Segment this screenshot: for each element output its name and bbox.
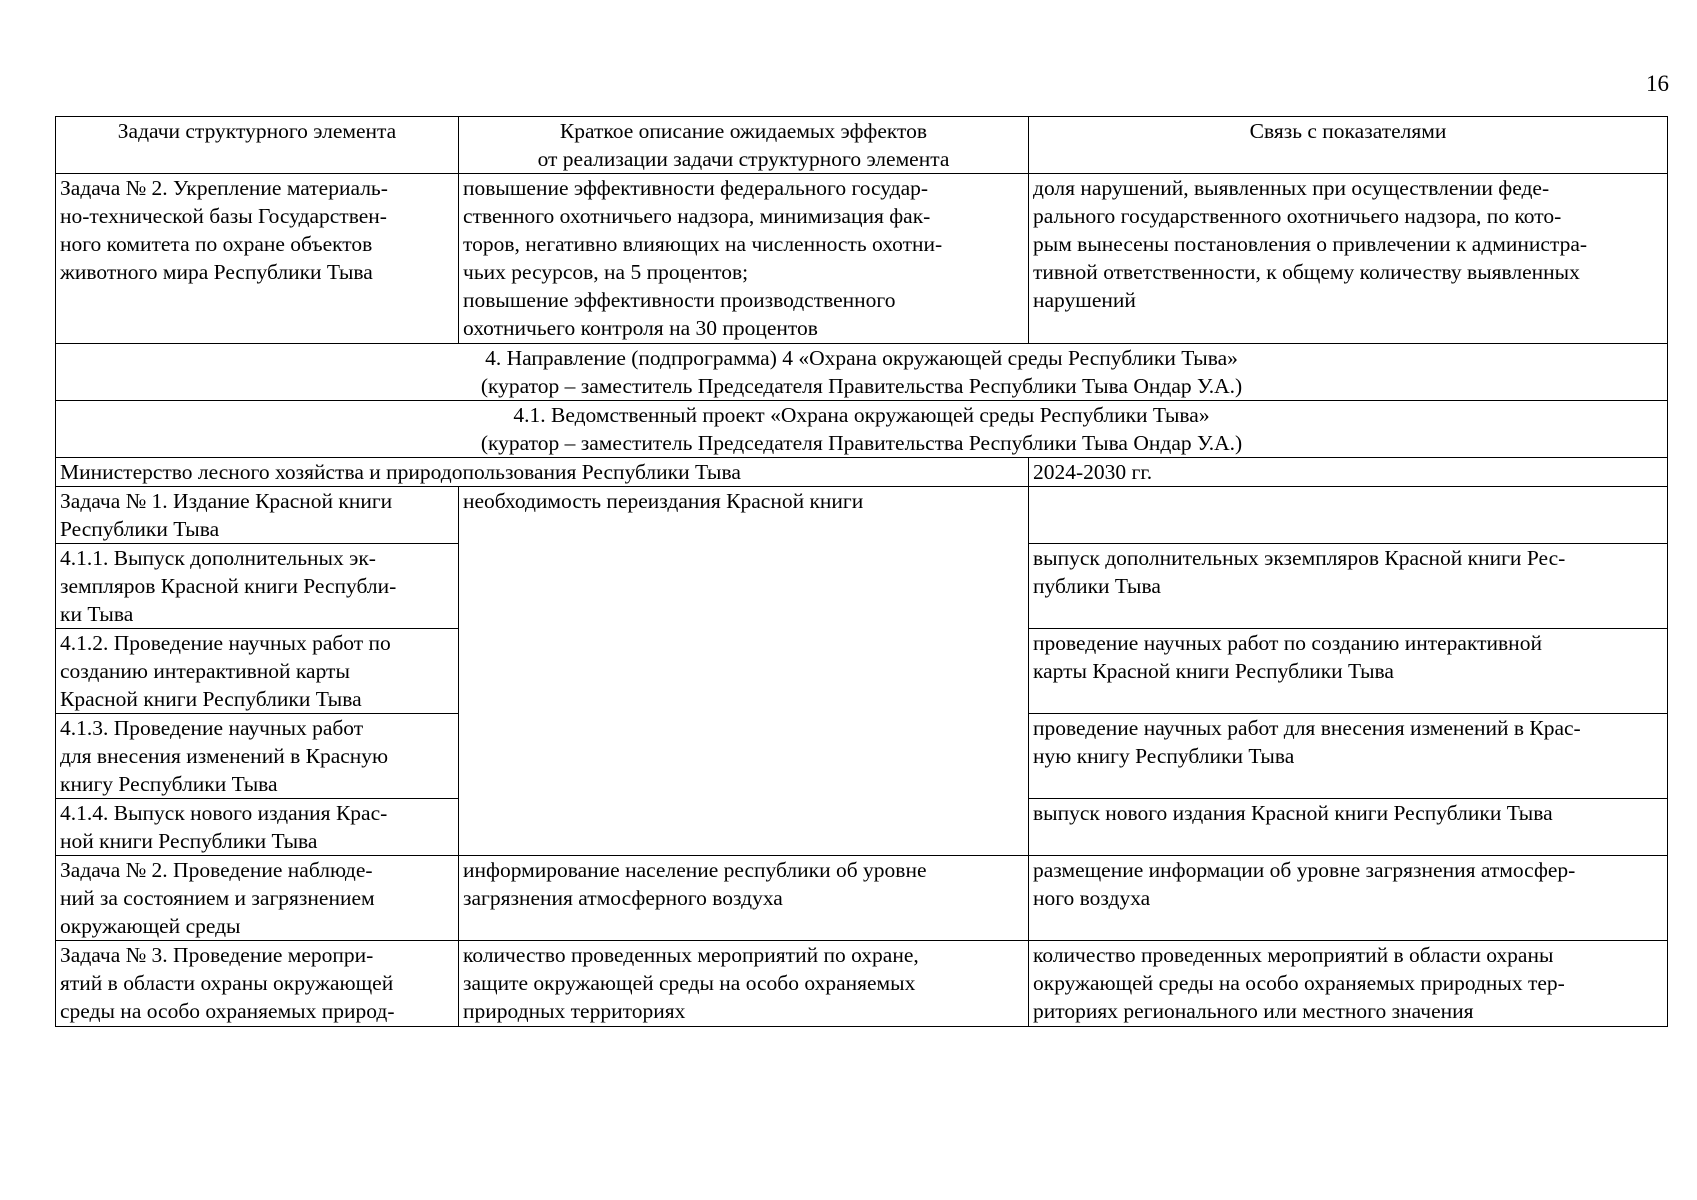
indicators-cell [1029,487,1668,544]
header-indicators: Связь с показателями [1029,117,1668,174]
indicators-cell: выпуск дополнительных экземпляров Красной книги Рес- публики Тыва [1029,544,1668,629]
task-cell: Задача № 2. Укрепление материаль- но-технической базы Государствен- ного комитета по охране объектов животного мира Республики Тыва [56,174,459,344]
effects-cell: информирование население республики об уровне загрязнения атмосферного воздуха [459,856,1029,941]
ministry-name: Министерство лесного хозяйства и природопользования Республики Тыва [56,458,1029,487]
direction-title: 4. Направление (подпрограмма) 4 «Охрана окружающей среды Республики Тыва» (куратор – заместитель Председателя Правительства Республики Тыва Ондар У.А.) [56,344,1668,401]
indicators-cell: проведение научных работ для внесения изменений в Крас- ную книгу Республики Тыва [1029,714,1668,799]
table-row [56,174,1668,344]
effects-cell: необходимость переиздания Красной книги [459,487,1029,856]
table-row [56,856,1668,941]
indicators-cell: количество проведенных мероприятий в области охраны окружающей среды на особо охраняемых природных тер- риториях регионального или местного значения [1029,941,1668,1027]
header-effects: Краткое описание ожидаемых эффектов от реализации задачи структурного элемента [459,117,1029,174]
subtask-cell: 4.1.1. Выпуск дополнительных эк- земпляров Красной книги Республи- ки Тыва [56,544,459,629]
table-row [56,941,1668,1027]
table-row [56,487,1668,544]
ministry-row [56,458,1668,487]
table-header-row [56,117,1668,174]
task-cell: Задача № 2. Проведение наблюде- ний за состоянием и загрязнением окружающей среды [56,856,459,941]
effects-cell: повышение эффективности федерального государ- ственного охотничьего надзора, минимизация фак- торов, негативно влияющих на численность охотни- чьих ресурсов, на 5 процентов; повышение эффективности производственного охотничьего контроля на 30 процентов [459,174,1029,344]
indicators-cell: размещение информации об уровне загрязнения атмосфер- ного воздуха [1029,856,1668,941]
direction-row [56,344,1668,401]
subtask-cell: 4.1.2. Проведение научных работ по созданию интерактивной карты Красной книги Республики Тыва [56,629,459,714]
subtask-cell: 4.1.3. Проведение научных работ для внесения изменений в Красную книгу Республики Тыва [56,714,459,799]
indicators-cell: проведение научных работ по созданию интерактивной карты Красной книги Республики Тыва [1029,629,1668,714]
indicators-cell: выпуск нового издания Красной книги Республики Тыва [1029,799,1668,856]
indicators-cell: доля нарушений, выявленных при осуществлении феде- рального государственного охотничьего надзора, по кото- рым вынесены постановления о привлечении к администра- тивной ответственности, к общему количеству выявленных нарушений [1029,174,1668,344]
subtask-cell: 4.1.4. Выпуск нового издания Крас- ной книги Республики Тыва [56,799,459,856]
header-tasks: Задачи структурного элемента [56,117,459,174]
goals-table [55,116,1668,1027]
effects-cell: количество проведенных мероприятий по охране, защите окружающей среды на особо охраняемых природных территориях [459,941,1029,1027]
task-cell: Задача № 1. Издание Красной книги Республики Тыва [56,487,459,544]
period-cell: 2024-2030 гг. [1029,458,1668,487]
task-cell: Задача № 3. Проведение меропри- ятий в области охраны окружающей среды на особо охраняемых природ- [56,941,459,1027]
project-row [56,401,1668,458]
page-number: 16 [1646,71,1669,96]
project-title: 4.1. Ведомственный проект «Охрана окружающей среды Республики Тыва» (куратор – заместитель Председателя Правительства Республики Тыва Ондар У.А.) [56,401,1668,458]
